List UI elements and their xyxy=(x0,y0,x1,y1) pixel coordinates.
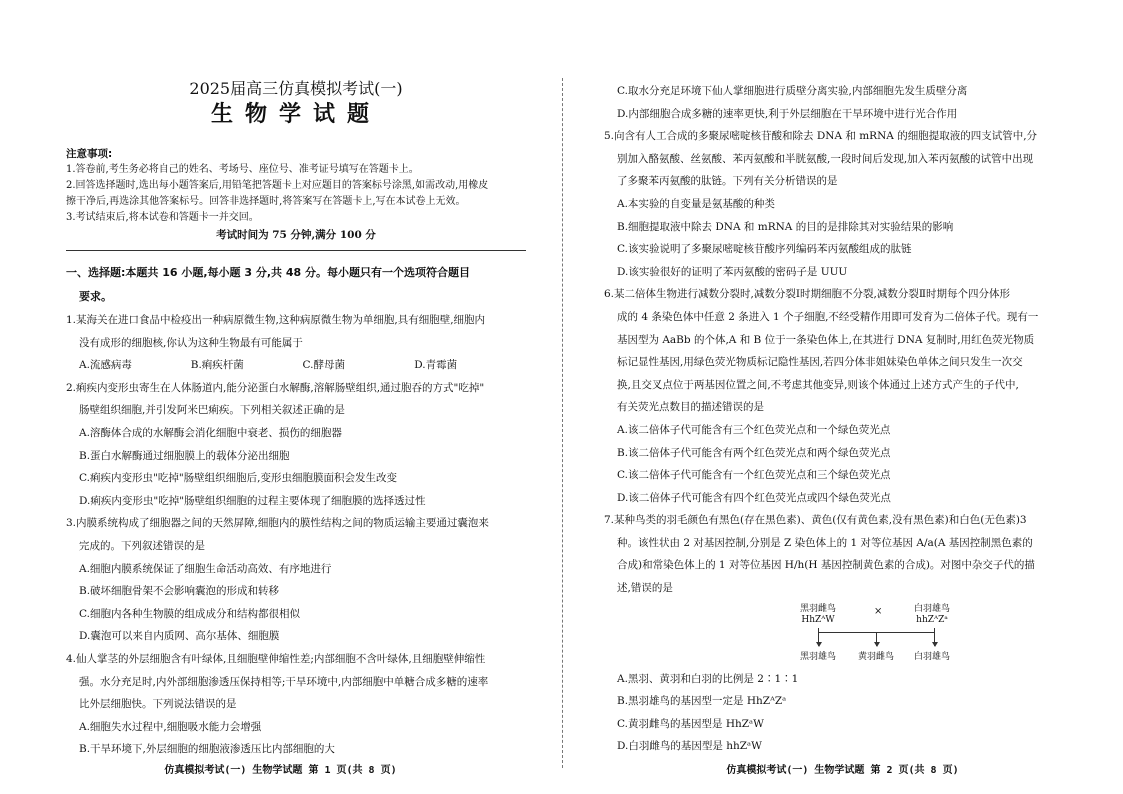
option-d: D.囊泡可以来自内质网、高尔基体、细胞膜 xyxy=(79,630,280,643)
option-a: A.流感病毒 xyxy=(79,359,132,372)
question-6-cont: 换,且交叉点位于两基因位置之间,不考虑其他变异,则该个体通过上述方式产生的子代中, xyxy=(617,378,1019,391)
question-7-cont: 合成)和常染色体上的 1 对等位基因 H/h(H 基因控制黄色素的合成)。对图中杂交子代的描 xyxy=(617,559,1035,572)
notice-line: 2.回答选择题时,选出每小题答案后,用铅笔把答题卡上对应题目的答案标号涂黑,如需改动,用橡皮 xyxy=(66,180,489,191)
notice-heading: 注意事项: xyxy=(66,148,113,160)
section-heading-cont: 要求。 xyxy=(79,290,112,303)
option-b: B.痢疾杆菌 xyxy=(190,359,244,372)
option-b: B.细胞提取液中除去 DNA 和 mRNA 的目的是排除其对实验结果的影响 xyxy=(617,220,954,233)
section-heading: 一、选择题:本题共 16 小题,每小题 3 分,共 48 分。每小题只有一个选项符合题目 xyxy=(66,266,471,279)
question-2: 2.痢疾内变形虫寄生在人体肠道内,能分泌蛋白水解酶,溶解肠壁组织,通过胞吞的方式"吃掉" xyxy=(66,381,485,394)
option-d: D.痢疾内变形虫"吃掉"肠壁组织细胞的过程主要体现了细胞膜的选择透过性 xyxy=(79,494,426,507)
question-1-options xyxy=(66,354,526,377)
cross-diagram xyxy=(604,602,1082,666)
arrow-down-icon xyxy=(876,632,877,646)
question-6-cont: 成的 4 条染色体中任意 2 条进入 1 个子细胞,不经受精作用即可发育为二倍体子代。现有一 xyxy=(617,310,1039,323)
offspring-label: 白羽雄鸟 xyxy=(914,651,951,662)
question-7: 7.某种鸟类的羽毛颜色有黑色(存在黑色素)、黄色(仅有黄色素,没有黑色素)和白色(无色素)3 xyxy=(604,514,1027,527)
option-a: A.本实验的自变量是氨基酸的种类 xyxy=(617,197,775,210)
notice-line: 1.答卷前,考生务必将自己的姓名、考场号、座位号、准考证号填写在答题卡上。 xyxy=(66,164,419,175)
option-b: B.黑羽雄鸟的基因型一定是 HhZᴬZᵃ xyxy=(617,695,787,708)
question-6-cont: 标记显性基因,用绿色荧光物质标记隐性基因,若四分体非姐妹染色单体之间只发生一次交 xyxy=(617,356,1023,369)
question-5-cont: 了多聚苯丙氨酸的肽链。下列有关分析错误的是 xyxy=(617,175,838,188)
question-1-cont: 没有成形的细胞核,你认为这种生物最有可能属于 xyxy=(79,336,303,349)
option-b: B.蛋白水解酶通过细胞膜上的载体分泌出细胞 xyxy=(79,449,290,462)
option-c: C.该二倍体子代可能含有一个红色荧光点和三个绿色荧光点 xyxy=(617,469,891,482)
parent-female xyxy=(800,604,836,626)
header-divider xyxy=(66,250,526,251)
page-2-content xyxy=(604,80,1082,758)
cross-symbol: × xyxy=(874,605,883,617)
parent-male-genotype: hhZᴬZᵃ xyxy=(916,614,948,625)
arrow-down-icon xyxy=(934,628,935,646)
option-a: A.细胞内膜系统保证了细胞生命活动高效、有序地进行 xyxy=(79,562,332,575)
question-2-cont: 肠壁组织细胞,并引发阿米巴痢疾。下列相关叙述正确的是 xyxy=(79,404,345,417)
notice-line: 3.考试结束后,将本试卷和答题卡一并交回。 xyxy=(66,212,259,223)
question-7-cont: 种。该性状由 2 对基因控制,分别是 Z 染色体上的 1 对等位基因 A/a(A 基因控制黑色素的 xyxy=(617,536,1033,549)
offspring-label: 黄羽雌鸟 xyxy=(858,651,895,662)
page-2-footer: 仿真模拟考试(一) 生物学试题 第 2 页(共 8 页) xyxy=(726,765,959,776)
option-c: C.酵母菌 xyxy=(302,359,345,372)
parent-male-label: 白羽雄鸟 xyxy=(914,603,951,614)
option-b: B.破坏细胞骨架不会影响囊泡的形成和转移 xyxy=(79,585,280,598)
question-3-cont: 完成的。下列叙述错误的是 xyxy=(79,539,205,552)
parent-female-label: 黑羽雌鸟 xyxy=(800,603,837,614)
option-d: D.白羽雌鸟的基因型是 hhZᵃW xyxy=(617,740,762,753)
notice-line: 擦干净后,再选涂其他答案标号。回答非选择题时,将答案写在答题卡上,写在本试卷上无效。 xyxy=(66,196,466,207)
question-4: 4.仙人掌茎的外层细胞含有叶绿体,且细胞壁伸缩性差;内部细胞不含叶绿体,且细胞壁伸缩性 xyxy=(66,652,486,665)
option-d: D.内部细胞合成多糖的速率更快,利于外层细胞在干旱环境中进行光合作用 xyxy=(617,107,958,120)
option-c: C.该实验说明了多聚尿嘧啶核苷酸序列编码苯丙氨酸组成的肽链 xyxy=(617,243,912,256)
option-c: C.取水分充足环境下仙人掌细胞进行质壁分离实验,内部细胞先发生质壁分离 xyxy=(617,85,968,97)
option-c: C.黄羽雌鸟的基因型是 HhZᵃW xyxy=(617,717,764,730)
page-1-footer: 仿真模拟考试(一) 生物学试题 第 1 页(共 8 页) xyxy=(164,765,397,776)
option-a: A.该二倍体子代可能含有三个红色荧光点和一个绿色荧光点 xyxy=(617,423,891,436)
option-c: C.痢疾内变形虫"吃掉"肠壁组织细胞后,变形虫细胞膜面积会发生改变 xyxy=(79,472,397,485)
question-6: 6.某二倍体生物进行减数分裂时,减数分裂Ⅰ时期细胞不分裂,减数分裂Ⅱ时期每个四分体形 xyxy=(604,288,1010,301)
option-d: D.该二倍体子代可能含有四个红色荧光点或四个绿色荧光点 xyxy=(617,491,891,504)
offspring-label: 黑羽雄鸟 xyxy=(800,651,837,662)
option-d: D.青霉菌 xyxy=(414,359,458,372)
question-4-cont: 强。水分充足时,内外部细胞渗透压保持相等;干旱环境中,内部细胞中单糖合成多糖的速率 xyxy=(79,675,489,688)
question-5-cont: 别加入酪氨酸、丝氨酸、苯丙氨酸和半胱氨酸,一段时间后发现,加入苯丙氨酸的试管中出现 xyxy=(617,152,1034,165)
question-1: 1.某海关在进口食品中检疫出一种病原微生物,这种病原微生物为单细胞,具有细胞壁,细胞内 xyxy=(66,314,486,326)
option-b: B.干旱环境下,外层细胞的细胞液渗透压比内部细胞的大 xyxy=(79,743,335,756)
subject-title: 生物学试题 xyxy=(210,102,381,127)
question-4-cont: 比外层细胞快。下列说法错误的是 xyxy=(79,698,237,711)
option-a: A.溶酶体合成的水解酶会消化细胞中衰老、损伤的细胞器 xyxy=(79,426,342,439)
arrow-down-icon xyxy=(818,628,819,646)
parent-female-genotype: HhZᴬW xyxy=(801,614,835,625)
page-2 xyxy=(562,0,1123,794)
option-a: A.黑羽、黄羽和白羽的比例是 2∶1∶1 xyxy=(617,672,799,685)
parent-male xyxy=(914,604,950,626)
question-6-cont: 有关荧光点数目的描述错误的是 xyxy=(617,401,764,414)
exam-title: 2025届高三仿真模拟考试(一) xyxy=(189,79,403,98)
question-7-cont: 述,错误的是 xyxy=(617,582,673,595)
page-1-content xyxy=(66,78,526,761)
exam-time-info: 考试时间为 75 分钟,满分 100 分 xyxy=(216,229,376,241)
page-1 xyxy=(0,0,561,794)
option-c: C.细胞内各种生物膜的组成成分和结构都很相似 xyxy=(79,607,300,620)
option-a: A.细胞失水过程中,细胞吸水能力会增强 xyxy=(79,720,262,733)
option-d: D.该实验很好的证明了苯丙氨酸的密码子是 UUU xyxy=(617,265,848,278)
question-5: 5.向含有人工合成的多聚尿嘧啶核苷酸和除去 DNA 和 mRNA 的细胞提取液的四支试管中,分 xyxy=(604,130,1038,143)
question-3: 3.内膜系统构成了细胞器之间的天然屏障,细胞内的膜性结构之间的物质运输主要通过囊泡来 xyxy=(66,517,489,530)
option-b: B.该二倍体子代可能含有两个红色荧光点和两个绿色荧光点 xyxy=(617,446,891,459)
question-6-cont: 基因型为 AaBb 的个体,A 和 B 位于一条染色体上,在其进行 DNA 复制时,用红色荧光物质 xyxy=(617,333,1035,346)
